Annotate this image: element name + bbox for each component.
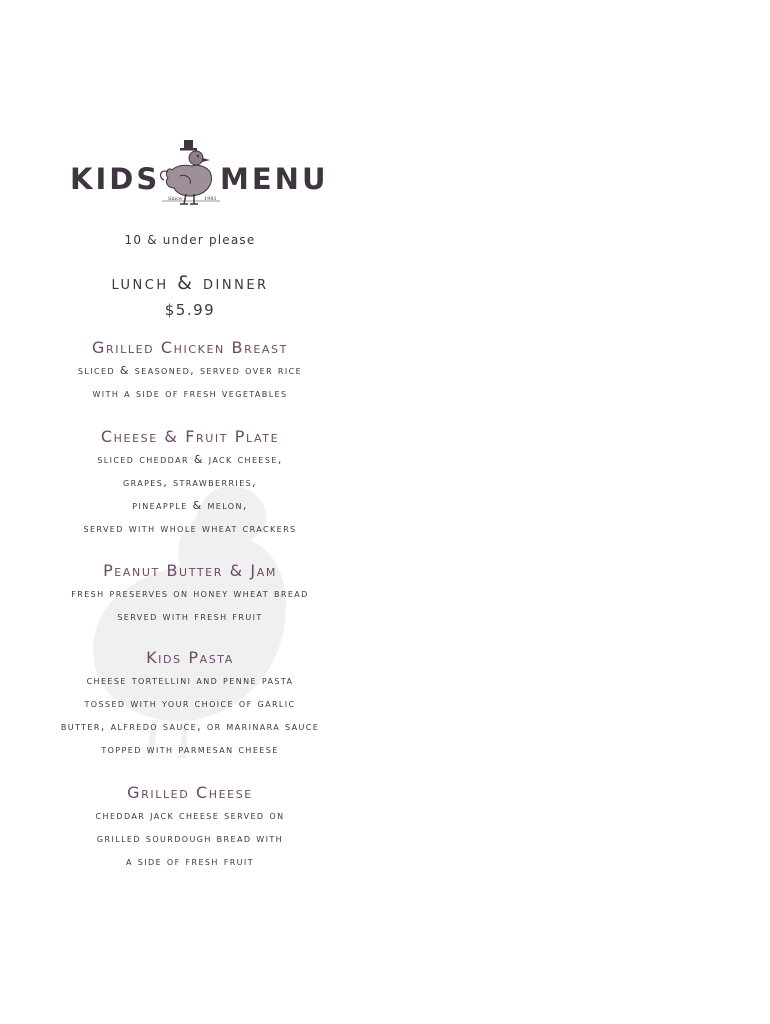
menu-item-name: Peanut Butter & Jam bbox=[103, 561, 277, 580]
menu-title bbox=[70, 138, 330, 218]
age-restriction-note: 10 & under please bbox=[124, 233, 256, 247]
menu-item-description: served with fresh fruit bbox=[117, 610, 263, 623]
title-menu: MENU bbox=[220, 162, 329, 196]
menu-item-description: served with whole wheat crackers bbox=[83, 522, 297, 535]
menu-item-description: topped with parmesan cheese bbox=[101, 743, 279, 756]
menu-item-description: cheese tortellini and penne pasta bbox=[86, 674, 294, 687]
menu-item-description: butter, alfredo sauce, or marinara sauce bbox=[60, 720, 320, 733]
section-heading: lunch & dinner bbox=[111, 272, 269, 294]
menu-item-name: Kids Pasta bbox=[146, 648, 234, 667]
menu-item-description: cheddar jack cheese served on bbox=[95, 809, 285, 822]
menu-item-name: Grilled Chicken Breast bbox=[92, 338, 288, 357]
section-price: $5.99 bbox=[164, 301, 216, 319]
menu-item-description: grapes, strawberries, bbox=[122, 476, 258, 489]
menu-item-name: Cheese & Fruit Plate bbox=[100, 427, 280, 446]
menu-item-description: a side of fresh fruit bbox=[126, 855, 254, 868]
menu-item-description: fresh preserves on honey wheat bread bbox=[71, 587, 309, 600]
logo-year-text: 1981 bbox=[204, 196, 217, 202]
menu-item-description: sliced cheddar & jack cheese, bbox=[97, 453, 283, 466]
menu-item-description: tossed with your choice of garlic bbox=[84, 697, 296, 710]
logo-since-text: Since bbox=[168, 196, 183, 202]
menu-item-description: pineapple & melon, bbox=[132, 499, 248, 512]
menu-item-description: sliced & seasoned, served over rice bbox=[77, 364, 303, 377]
rooster-logo-icon bbox=[158, 138, 224, 210]
title-kids: KIDS bbox=[70, 162, 161, 196]
menu-item-description: grilled sourdough bread with bbox=[96, 832, 284, 845]
menu-item-name: Grilled Cheese bbox=[127, 783, 253, 802]
menu-item-description: with a side of fresh vegetables bbox=[92, 387, 288, 400]
